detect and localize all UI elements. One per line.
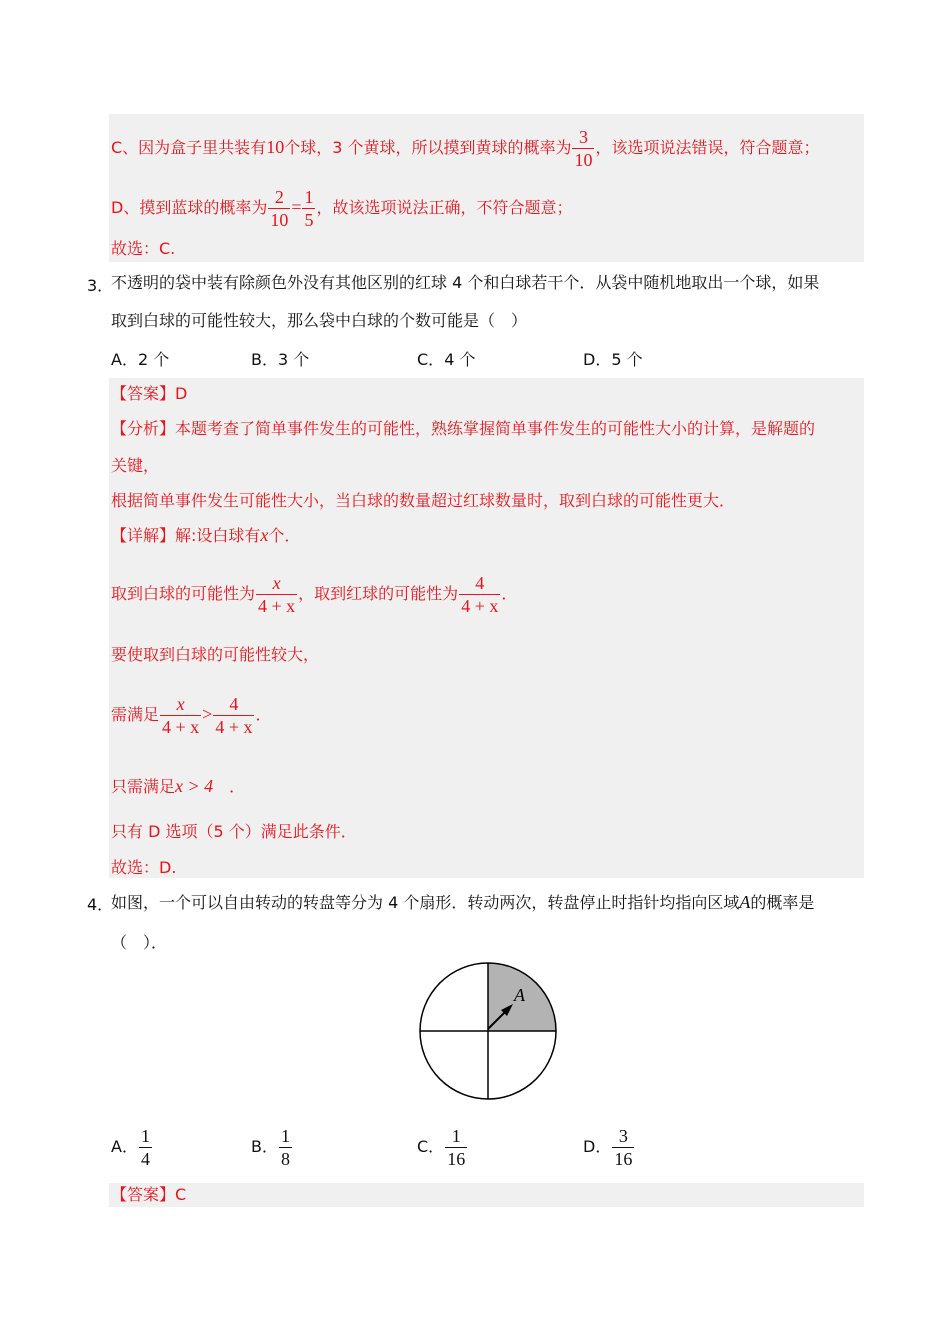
q3-inequality-condition: 需满足 $\frac{x}{4 + x}$ > $\frac{4}{4 + x}$ ． [111, 694, 272, 737]
q3-analysis-line1: 【分析】本题考查了简单事件发生的可能性，熟练掌握简单事件发生的可能性大小的计算，是解题的 [111, 419, 816, 438]
q3-option-c[interactable]: C．4 个 [417, 350, 476, 369]
q4-option-c[interactable]: C． $\frac{1}{16}$ [417, 1126, 466, 1169]
q4-stem-line2: （ ）． [111, 933, 168, 952]
q3-analysis-line3: 根据简单事件发生可能性大小，当白球的数量超过红球数量时，取到白球的可能性更大． [111, 491, 736, 510]
q3-make-white-larger: 要使取到白球的可能性较大， [111, 645, 320, 664]
q3-stem-line2: 取到白球的可能性较大，那么袋中白球的个数可能是（ ） [111, 311, 528, 330]
fraction-red: $\frac{4}{4 + x}$ [461, 573, 499, 616]
q3-solution-block [109, 378, 864, 878]
q2-option-c-explanation: C、因为盒子里共装有10个球，3 个黄球，所以摸到黄球的概率为 $\frac{3}{10}$ ，该选项说法错误，符合题意； [111, 127, 820, 170]
q4-option-b[interactable]: B． $\frac{1}{8}$ [251, 1126, 290, 1169]
sector-label-a: A [514, 985, 525, 1005]
q3-option-d[interactable]: D．5 个 [583, 350, 643, 369]
q3-conclusion: 故选：D. [111, 858, 177, 877]
q4-answer-block [109, 1183, 864, 1207]
fraction-red: $\frac{4}{4 + x}$ [215, 694, 253, 737]
q3-only-need: 只需满足x > 4 ． [111, 776, 246, 796]
q4-option-a[interactable]: A． $\frac{1}{4}$ [111, 1126, 150, 1169]
q3-option-b[interactable]: B．3 个 [251, 350, 310, 369]
q3-only-d: 只有 D 选项（5 个）满足此条件． [111, 822, 357, 841]
q2-option-d-explanation: D、摸到蓝球的概率为 $\frac{2}{10}$ = $\frac{1}{5}$ ，故该选项说法正确，不符合题意； [111, 187, 573, 230]
q4-stem-line1: 如图，一个可以自由转动的转盘等分为 4 个扇形．转动两次，转盘停止时指针均指向区域A的概率是 [111, 892, 815, 912]
q3-detail-intro: 【详解】解:设白球有x个． [111, 525, 301, 545]
fraction: $\frac{3}{10}$ [574, 127, 593, 170]
spinner-figure [418, 961, 558, 1101]
q2-conclusion: 故选：C. [111, 239, 176, 258]
q4-option-d[interactable]: D． $\frac{3}{16}$ [583, 1126, 633, 1169]
q3-analysis-line2: 关键， [111, 456, 160, 475]
q4-answer: 【答案】C [111, 1185, 187, 1204]
fraction: $\frac{1}{5}$ [304, 187, 314, 230]
q3-stem-line1: 不透明的袋中装有除颜色外没有其他区别的红球 4 个和白球若干个．从袋中随机地取出一个球，如果 [111, 273, 820, 292]
q3-probabilities: 取到白球的可能性为 $\frac{x}{4 + x}$ ，取到红球的可能性为 $\frac{4}{4 + x}$ ． [111, 573, 518, 616]
fraction-white: $\frac{x}{4 + x}$ [258, 573, 296, 616]
total-count: 10 [266, 137, 285, 157]
q3-option-a[interactable]: A．2 个 [111, 350, 170, 369]
q3-number: 3． [87, 276, 114, 295]
fraction-white: $\frac{x}{4 + x}$ [162, 694, 200, 737]
q4-number: 4． [87, 895, 114, 914]
fraction: $\frac{2}{10}$ [270, 187, 289, 230]
q3-answer: 【答案】D [111, 384, 188, 403]
